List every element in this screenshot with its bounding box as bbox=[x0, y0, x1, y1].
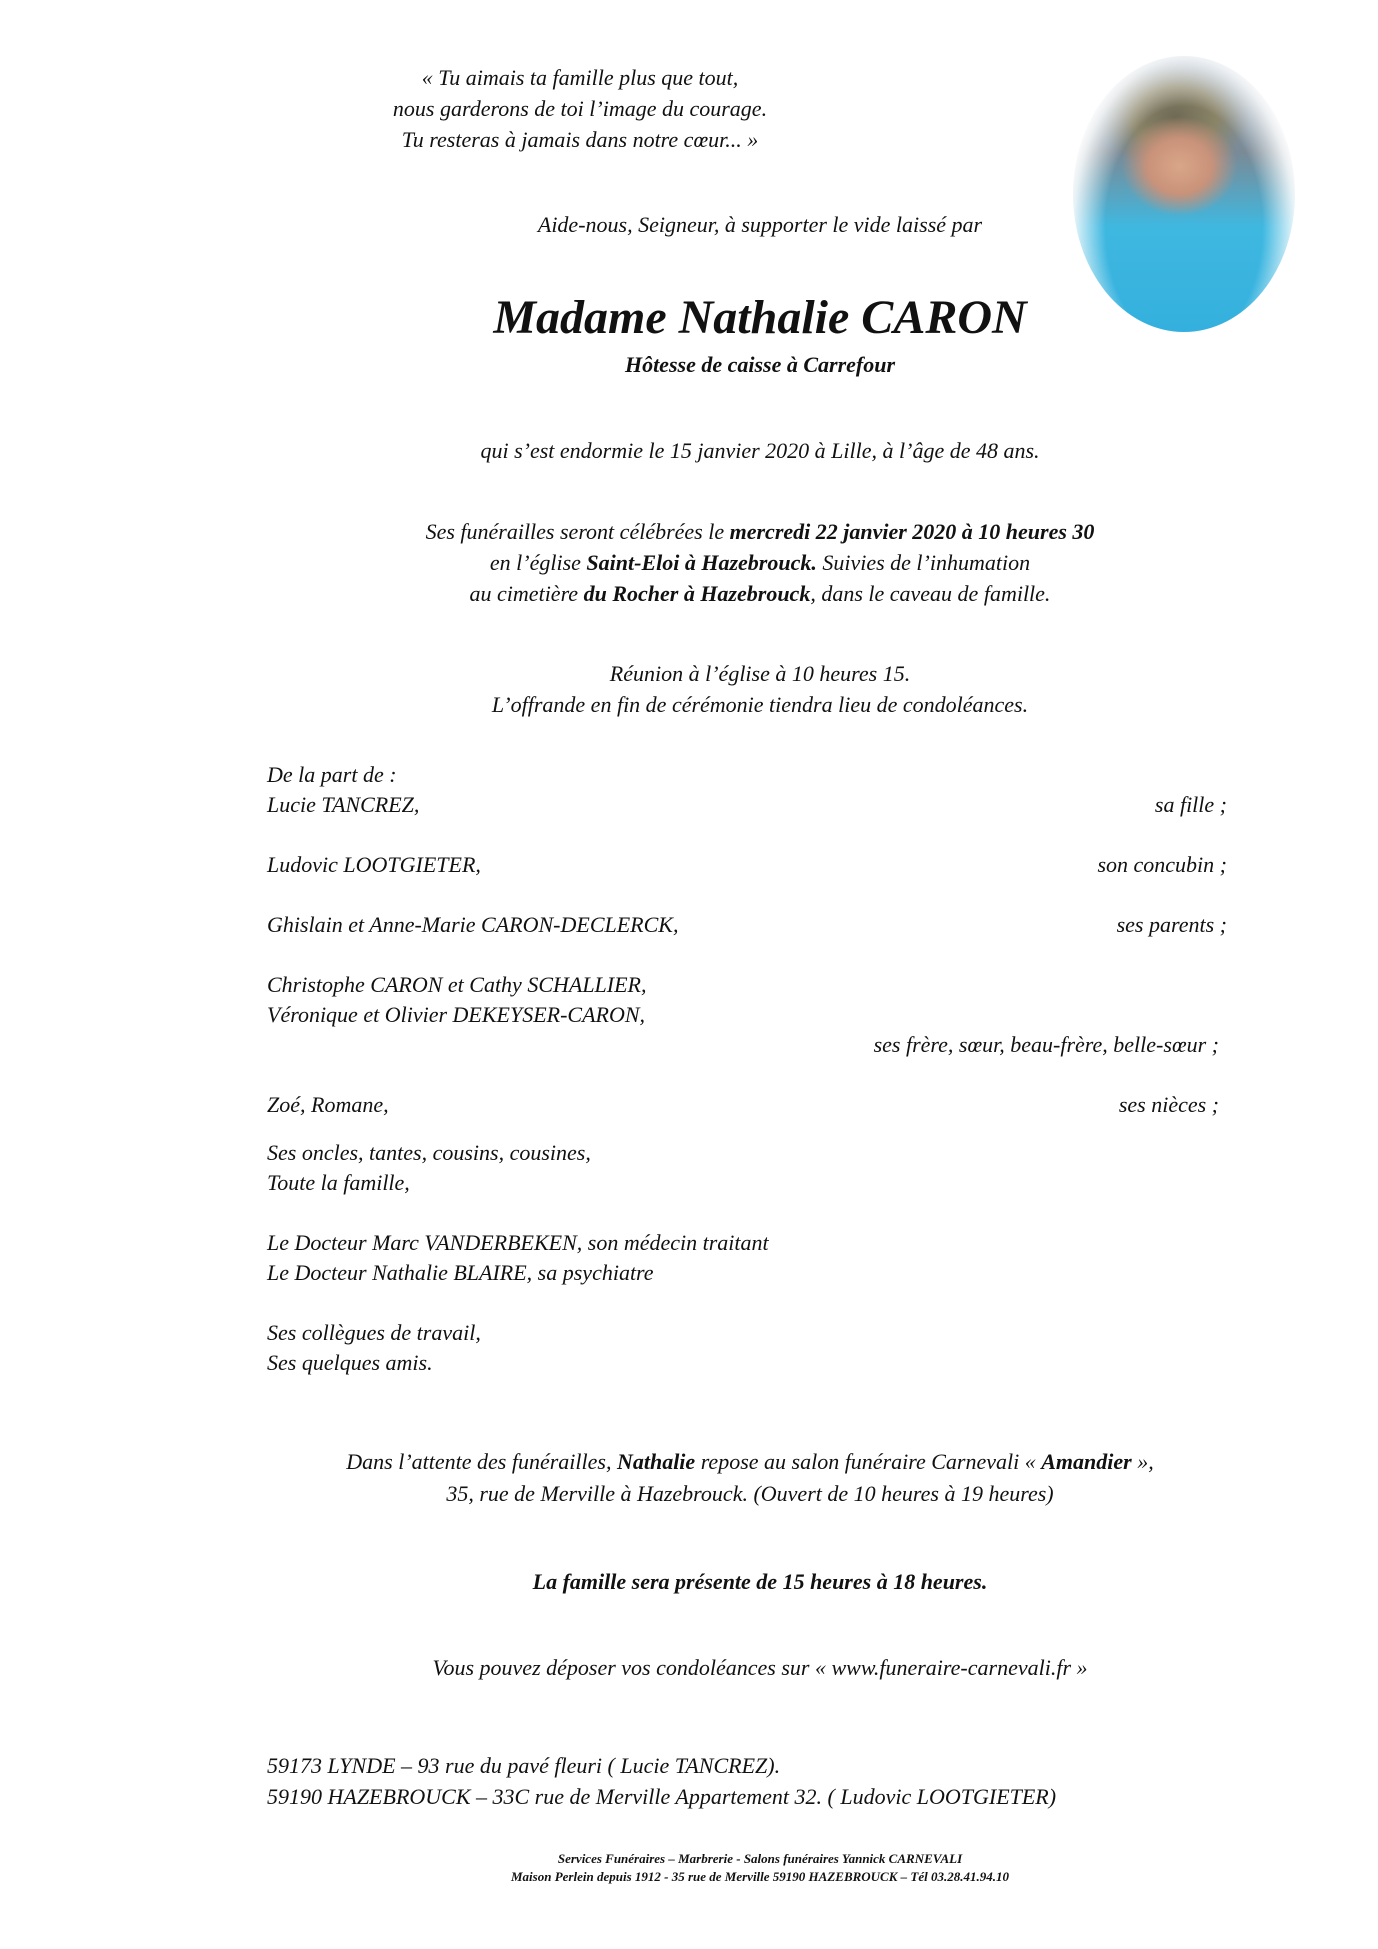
condolences-note: Vous pouvez déposer vos condoléances sur « www.funeraire-carnevali.fr » bbox=[432, 1655, 1088, 1680]
first-name: Nathalie bbox=[616, 1449, 696, 1474]
reunion-line: L’offrande en fin de cérémonie tiendra lieu de condoléances. bbox=[491, 692, 1029, 717]
footer-line: Services Funéraires – Marbrerie - Salons funéraires Yannick CARNEVALI bbox=[557, 1851, 963, 1866]
family-row bbox=[267, 1170, 1227, 1200]
address-line: 59190 HAZEBROUCK – 33C rue de Merville Appartement 32. ( Ludovic LOOTGIETER) bbox=[267, 1784, 1057, 1809]
family-row bbox=[267, 792, 1227, 822]
cemetery-name: du Rocher à Hazebrouck bbox=[583, 581, 811, 606]
family-name: Ses quelques amis. bbox=[267, 1350, 433, 1375]
family-row bbox=[267, 972, 1227, 1002]
epitaph-quote bbox=[300, 62, 860, 155]
family-name: Véronique et Olivier DEKEYSER-CARON, bbox=[267, 1002, 646, 1027]
family-row bbox=[267, 1092, 1227, 1122]
reunion-line: Réunion à l’église à 10 heures 15. bbox=[609, 661, 911, 686]
family-name: Le Docteur Nathalie BLAIRE, sa psychiatre bbox=[267, 1260, 654, 1285]
prayer-intro: Aide-nous, Seigneur, à supporter le vide laissé par bbox=[537, 212, 983, 237]
text: Ses funérailles seront célébrées le bbox=[425, 519, 730, 544]
family-name: Ses oncles, tantes, cousins, cousines, bbox=[267, 1140, 591, 1165]
family-row bbox=[267, 1140, 1227, 1170]
church-name: Saint-Eloi à Hazebrouck. bbox=[586, 550, 817, 575]
address-line: 59173 LYNDE – 93 rue du pavé fleuri ( Lucie TANCREZ). bbox=[267, 1753, 781, 1778]
family-addresses bbox=[267, 1750, 1267, 1812]
family-presence: La famille sera présente de 15 heures à 18 heures. bbox=[532, 1569, 988, 1594]
reunion-info bbox=[300, 658, 1220, 720]
family-name: Ludovic LOOTGIETER, bbox=[267, 852, 481, 877]
family-name: Zoé, Romane, bbox=[267, 1092, 389, 1117]
funeral-date: mercredi 22 janvier 2020 à 10 heures 30 bbox=[729, 519, 1095, 544]
funeral-details bbox=[300, 516, 1220, 609]
family-name: Toute la famille, bbox=[267, 1170, 410, 1195]
quote-line: nous garderons de toi l’image du courage. bbox=[392, 96, 768, 121]
quote-line: « Tu aimais ta famille plus que tout, bbox=[421, 65, 739, 90]
death-announcement: qui s’est endormie le 15 janvier 2020 à Lille, à l’âge de 48 ans. bbox=[480, 438, 1040, 463]
text: », bbox=[1131, 1449, 1154, 1474]
family-name: Ses collègues de travail, bbox=[267, 1320, 481, 1345]
text: Suivies de l’inhumation bbox=[816, 550, 1031, 575]
family-relation: ses parents ; bbox=[1116, 912, 1227, 937]
family-row bbox=[267, 1002, 1227, 1032]
text: au cimetière bbox=[469, 581, 584, 606]
family-row bbox=[267, 852, 1227, 882]
family-row bbox=[267, 1260, 1227, 1290]
text: , dans le caveau de famille. bbox=[810, 581, 1051, 606]
family-name: Lucie TANCREZ, bbox=[267, 792, 420, 817]
family-relation: sa fille ; bbox=[1154, 792, 1227, 817]
family-list bbox=[267, 762, 1227, 1380]
family-row bbox=[267, 912, 1227, 942]
deceased-job: Hôtesse de caisse à Carrefour bbox=[624, 352, 896, 377]
family-name: Le Docteur Marc VANDERBEKEN, son médecin traitant bbox=[267, 1230, 769, 1255]
family-relation: son concubin ; bbox=[1097, 852, 1227, 877]
family-relation: ses frère, sœur, beau-frère, belle-sœur ; bbox=[873, 1032, 1219, 1057]
family-relation: ses nièces ; bbox=[1118, 1092, 1219, 1117]
funeral-home-info bbox=[270, 1446, 1230, 1510]
family-row bbox=[267, 1032, 1227, 1062]
salon-address: 35, rue de Merville à Hazebrouck. (Ouvert de 10 heures à 19 heures) bbox=[446, 1481, 1054, 1506]
text: repose au salon funéraire Carnevali « bbox=[695, 1449, 1042, 1474]
footer bbox=[300, 1850, 1220, 1886]
deceased-name: Madame Nathalie CARON bbox=[493, 291, 1027, 344]
text: en l’église bbox=[489, 550, 587, 575]
family-header: De la part de : bbox=[267, 762, 397, 787]
quote-line: Tu resteras à jamais dans notre cœur... » bbox=[401, 127, 759, 152]
footer-line: Maison Perlein depuis 1912 - 35 rue de Merville 59190 HAZEBROUCK – Tél 03.28.41.94.10 bbox=[511, 1869, 1009, 1884]
family-row bbox=[267, 1320, 1227, 1350]
salon-name: Amandier bbox=[1041, 1449, 1132, 1474]
family-name: Christophe CARON et Cathy SCHALLIER, bbox=[267, 972, 647, 997]
family-row bbox=[267, 1230, 1227, 1260]
family-name: Ghislain et Anne-Marie CARON-DECLERCK, bbox=[267, 912, 679, 937]
family-row bbox=[267, 1350, 1227, 1380]
text: Dans l’attente des funérailles, bbox=[346, 1449, 617, 1474]
